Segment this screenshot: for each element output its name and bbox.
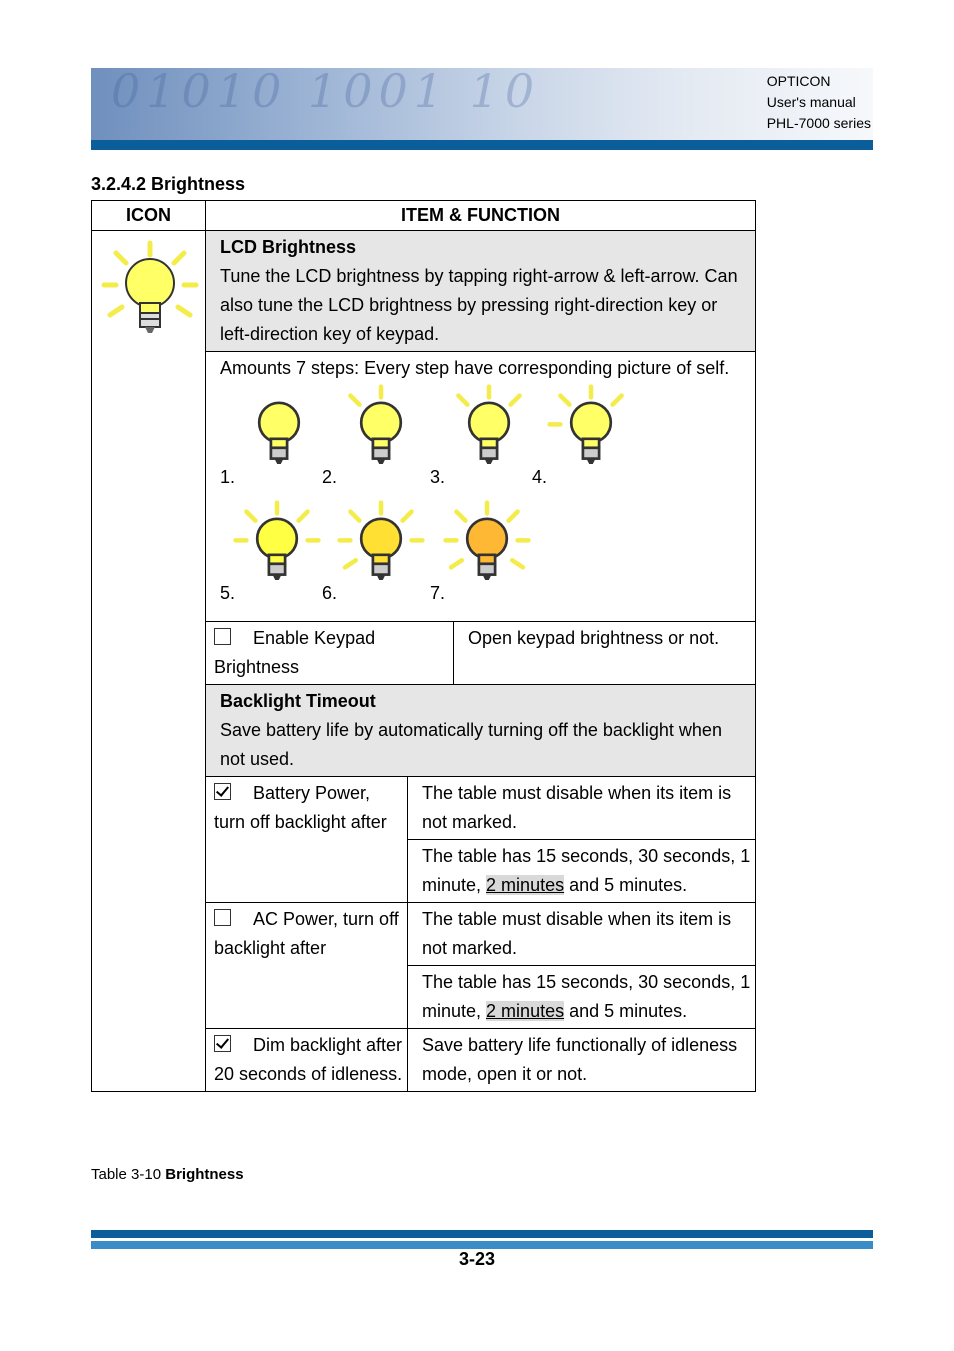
brightness-step-bulb-icon — [232, 499, 322, 589]
brightness-step-bulb-icon — [444, 383, 534, 473]
battery-checkbox[interactable] — [214, 783, 231, 800]
backlight-cell — [206, 685, 756, 777]
header-text — [767, 71, 871, 134]
lcd-brightness-title: LCD Brightness — [220, 237, 357, 257]
ac-opt-pre: The table has 15 seconds, 30 seconds, 1 minute, — [422, 972, 751, 1021]
col-header-icon: ICON — [92, 201, 206, 231]
dim-label: Dim backlight after 20 seconds of idleness. — [214, 1035, 403, 1084]
brightness-step-bulb-icon — [546, 383, 636, 473]
ac-note-cell — [408, 903, 756, 966]
table-caption — [91, 1166, 244, 1183]
battery-option-cell — [206, 777, 408, 903]
step-label: 3. — [430, 467, 446, 487]
ac-opt-post: and 5 minutes. — [569, 1001, 688, 1021]
keypad-desc: Open keypad brightness or not. — [468, 628, 720, 648]
brightness-table — [91, 200, 756, 1092]
header-series: PHL-7000 series — [766, 115, 871, 131]
dim-desc-cell — [408, 1029, 756, 1092]
dim-desc: Save battery life functionally of idleness mode, open it or not. — [422, 1035, 738, 1084]
battery-note-cell — [408, 777, 756, 840]
keypad-option-cell — [206, 622, 454, 685]
keypad-checkbox[interactable] — [214, 628, 231, 645]
keypad-desc-cell — [454, 622, 756, 685]
footer-band — [91, 1230, 873, 1249]
dim-checkbox[interactable] — [214, 1035, 231, 1052]
brightness-step-bulb-icon — [442, 499, 532, 589]
lcd-brightness-desc: Tune the LCD brightness by tapping right-arrow & left-arrow. Can also tune the LCD brightness by pressing right-direction key or left-direction key of keypad. — [220, 266, 738, 344]
step-label: 7. — [430, 583, 446, 603]
battery-opt-pre: The table has 15 seconds, 30 seconds, 1 minute, — [422, 846, 751, 895]
step-label: 5. — [220, 583, 236, 603]
step-label: 4. — [532, 467, 548, 487]
lcd-brightness-cell — [206, 231, 756, 352]
brightness-bulb-icon — [100, 239, 200, 339]
backlight-desc: Save battery life by automatically turning off the backlight when not used. — [220, 720, 722, 769]
banner-artwork: 01010 1001 10 — [111, 68, 541, 118]
steps-bulbs — [220, 383, 751, 619]
battery-note: The table must disable when its item is not marked. — [422, 783, 732, 832]
backlight-title: Backlight Timeout — [220, 691, 376, 711]
header-company: OPTICON — [766, 73, 831, 89]
dim-option-cell — [206, 1029, 408, 1092]
keypad-label: Enable Keypad Brightness — [214, 628, 376, 677]
step-label: 2. — [322, 467, 338, 487]
caption-prefix: Table 3-10 — [91, 1166, 162, 1183]
battery-options-cell — [408, 840, 756, 903]
page-number: 3-23 — [458, 1249, 496, 1269]
ac-note: The table must disable when its item is not marked. — [422, 909, 732, 958]
header-manual: User's manual — [766, 94, 856, 110]
steps-text: Amounts 7 steps: Every step have corresponding picture of self. — [220, 358, 730, 378]
brightness-step-bulb-icon — [234, 383, 324, 473]
section-title: 3.2.4.2 Brightness — [91, 174, 246, 194]
battery-selected-option[interactable]: 2 minutes — [486, 875, 565, 895]
header-banner — [91, 68, 873, 150]
banner-band — [91, 140, 873, 150]
caption-name: Brightness — [165, 1166, 244, 1183]
step-label: 6. — [322, 583, 338, 603]
ac-label: AC Power, turn off backlight after — [214, 909, 399, 958]
battery-opt-post: and 5 minutes. — [569, 875, 688, 895]
brightness-step-bulb-icon — [336, 383, 426, 473]
ac-selected-option[interactable]: 2 minutes — [486, 1001, 565, 1021]
ac-options-cell — [408, 966, 756, 1029]
brightness-step-bulb-icon — [336, 499, 426, 589]
battery-label: Battery Power, turn off backlight after — [214, 783, 387, 832]
steps-cell — [206, 352, 756, 622]
icon-cell — [92, 231, 206, 1092]
ac-checkbox[interactable] — [214, 909, 231, 926]
step-label: 1. — [220, 467, 236, 487]
ac-option-cell — [206, 903, 408, 1029]
col-header-item: ITEM & FUNCTION — [206, 201, 756, 231]
